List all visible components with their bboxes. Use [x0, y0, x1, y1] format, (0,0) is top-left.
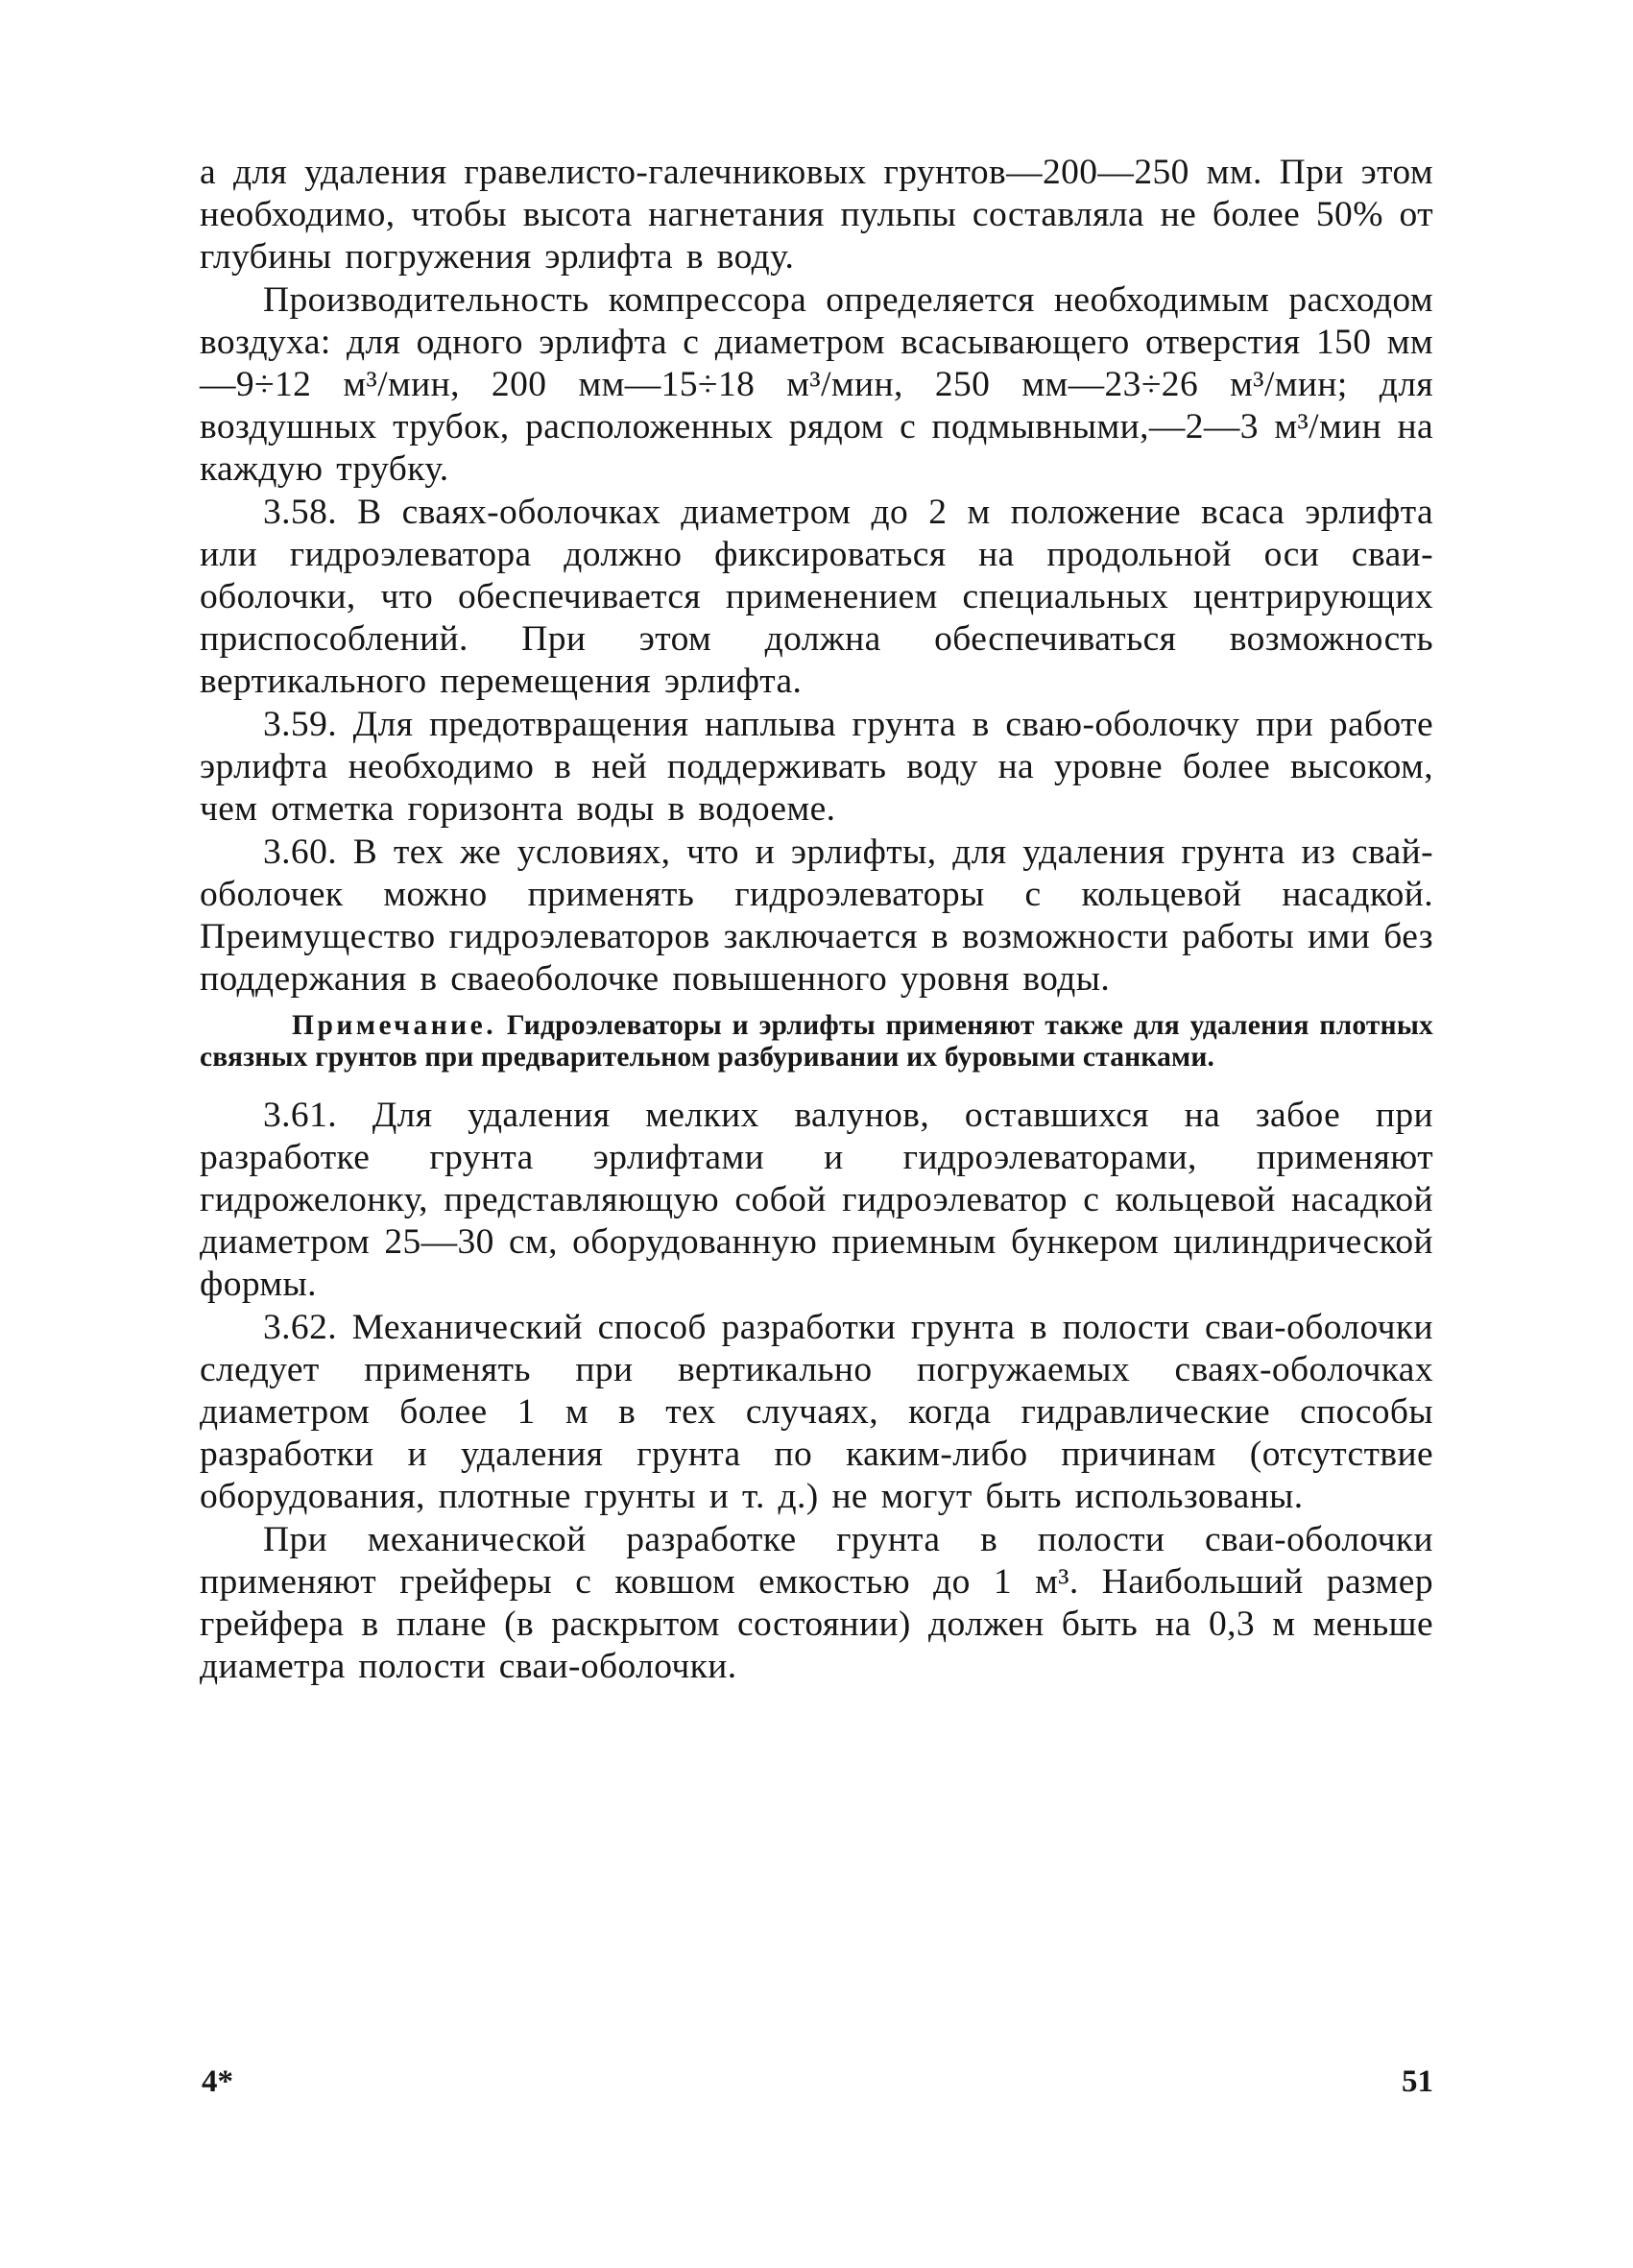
page-number: 51 — [1402, 2064, 1433, 2099]
note-text: Гидроэлеваторы и эрлифты применяют также для удаления плотных связных грунтов при предварительном разбуривании их буровыми станками. — [200, 1010, 1433, 1073]
paragraph-3-59: 3.59. Для предотвращения наплыва грунта в сваю-оболочку при работе эрлифта необходимо в ней поддерживать воду на уровне более высоком, чем отметка горизонта воды в водоеме. — [200, 705, 1433, 829]
note-label: Примечание. — [292, 1010, 497, 1041]
note — [200, 1010, 1433, 1074]
page-footer — [200, 2064, 1433, 2103]
paragraph-3-61: 3.61. Для удаления мелких валунов, оставшихся на забое при разработке грунта эрлифтами и гидроэлеваторами, применяют гидрожелонку, представляющую собой гидроэлеватор с кольцевой насадкой диаметром 25—30 см, оборудованную приемным бункером цилиндрической формы. — [200, 1096, 1433, 1304]
paragraph-3-62: 3.62. Механический способ разработки грунта в полости сваи-оболочки следует применять при вертикально погружаемых сваях-оболочках диаметром более 1 м в тех случаях, когда гидравлические способы разработки и удаления грунта по каким-либо причинам (отсутствие оборудования, плотные грунты и т. д.) не могут быть использованы. — [200, 1308, 1433, 1516]
paragraph-continuation: а для удаления гравелисто-галечниковых грунтов—200—250 мм. При этом необходимо, чтобы высота нагнетания пульпы составляла не более 50% от глубины погружения эрлифта в воду. — [200, 153, 1433, 277]
paragraph-compressor-capacity: Производительность компрессора определяется необходимым расходом воздуха: для одного эрлифта с диаметром всасывающего отверстия 150 мм—9÷12 м³/мин, 200 мм—15÷18 м³/мин, 250 мм—23÷26 м³/мин; для воздушных трубок, расположенных рядом с подмывными,—2—3 м³/мин на каждую трубку. — [200, 280, 1433, 489]
paragraph-3-60: 3.60. В тех же условиях, что и эрлифты, для удаления грунта из свай-оболочек можно применять гидроэлеваторы с кольцевой насадкой. Преимущество гидроэлеваторов заключается в возможности работы ими без поддержания в сваеоболочке повышенного уровня воды. — [200, 832, 1433, 999]
paragraph-mechanical-grab: При механической разработке грунта в полости сваи-оболочки применяют грейферы с ковшом емкостью до 1 м³. Наибольший размер грейфера в плане (в раскрытом состоянии) должен быть на 0,3 м меньше диаметра полости сваи-оболочки. — [200, 1520, 1433, 1686]
page-body — [200, 152, 1433, 1688]
signature-mark: 4* — [202, 2064, 233, 2099]
paragraph-3-58: 3.58. В сваях-оболочках диаметром до 2 м положение всаса эрлифта или гидроэлеватора должно фиксироваться на продольной оси сваи-оболочки, что обеспечивается применением специальных центрирующих приспособлений. При этом должна обеспечиваться возможность вертикального перемещения эрлифта. — [200, 493, 1433, 701]
